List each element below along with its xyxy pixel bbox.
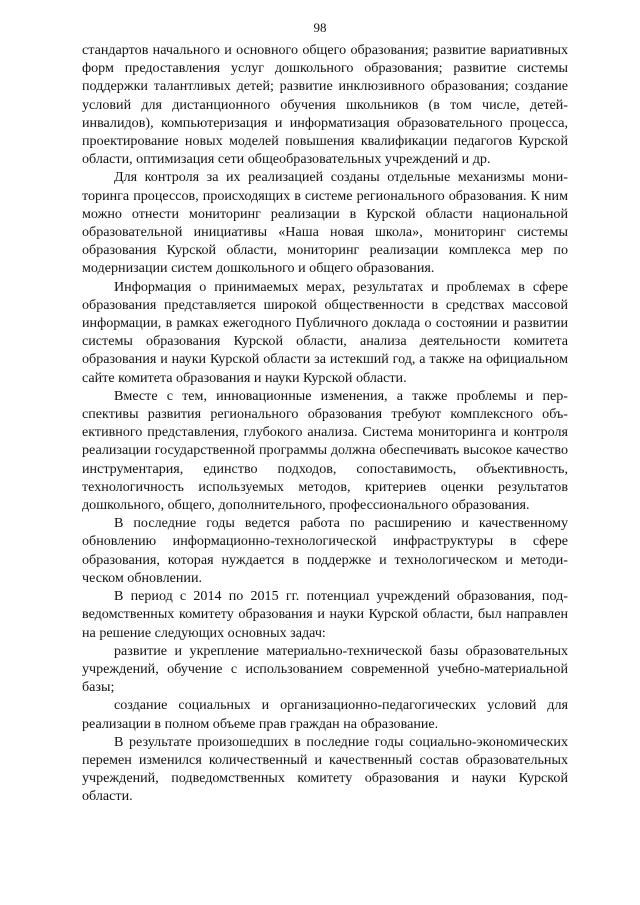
- paragraph-4: Вместе с тем, инновационные изменения, а также проблемы и перспективы развития регионального образования требуют комплексного объективного представления, глубокого анализа. Система мониторинга и контроля реализации государственной программы должна обеспечивать высокое качество инструментария, единство подходов, сопоставимость, объективность, технологичность используемых методов, критериев оценки результатов дошкольного, общего, дополнительного, профессионального образования.: [82, 387, 568, 514]
- body-text: [82, 41, 568, 806]
- paragraph-1: стандартов начального и основного общего образования; развитие вариативных форм предоставления услуг дошкольного образования; развитие системы поддержки талантливых детей; развитие инклюзивного образования; создание условий для дистанционного обучения школьников (в том числе, детей-инвалидов), компьютеризация и информатизация образовательного процесса, проектирование новых моделей повышения квалификации педагогов Курской области, оптимизация сети общеобразовательных учреждений и др.: [82, 42, 568, 168]
- paragraph-6: В период с 2014 по 2015 гг. потенциал учреждений образования, подведомственных комитету образования и науки Курской области, был направлен на решение следующих основных задач:: [82, 588, 568, 641]
- paragraph-5: В последние годы ведется работа по расширению и качественному обновлению информационно-технологической инфраструктуры в сфере образования, которая нуждается в поддержке и технологическом и методическом обновлении.: [82, 515, 568, 586]
- paragraph-9: В результате произошедших в последние годы социально-экономических перемен изменился количественный и качественный состав образовательных учреждений, подведомственных комитету образования и науки Курской области.: [82, 733, 568, 805]
- paragraph-2: Для контроля за их реализацией созданы отдельные механизмы мониторинга процессов, происходящих в системе регионального образования. К ним можно отнести мониторинг реализации в Курской области национальной образовательной инициативы «Наша новая школа», мониторинг системы образования Курской области, мониторинг реализации комплекса мер по модернизации систем дошкольного и общего образования.: [82, 169, 568, 277]
- page-number: 98: [313, 20, 327, 35]
- paragraph-8: создание социальных и организационно-педагогических условий для реализации в полном объеме прав граждан на образование.: [82, 697, 568, 732]
- paragraph-7: развитие и укрепление материально-технической базы образовательных учреждений, обучение с использованием современной учебно-материальной базы;: [82, 642, 568, 696]
- paragraph-3: Информация о принимаемых мерах, результатах и проблемах в сфере образования представляется широкой общественности в средствах массовой информации, в рамках ежегодного Публичного доклада о состоянии и развитии системы образования Курской области, анализа деятельности комитета образования и науки Курской области за истекший год, а также на официальном сайте комитета образования и науки Курской области.: [82, 278, 568, 386]
